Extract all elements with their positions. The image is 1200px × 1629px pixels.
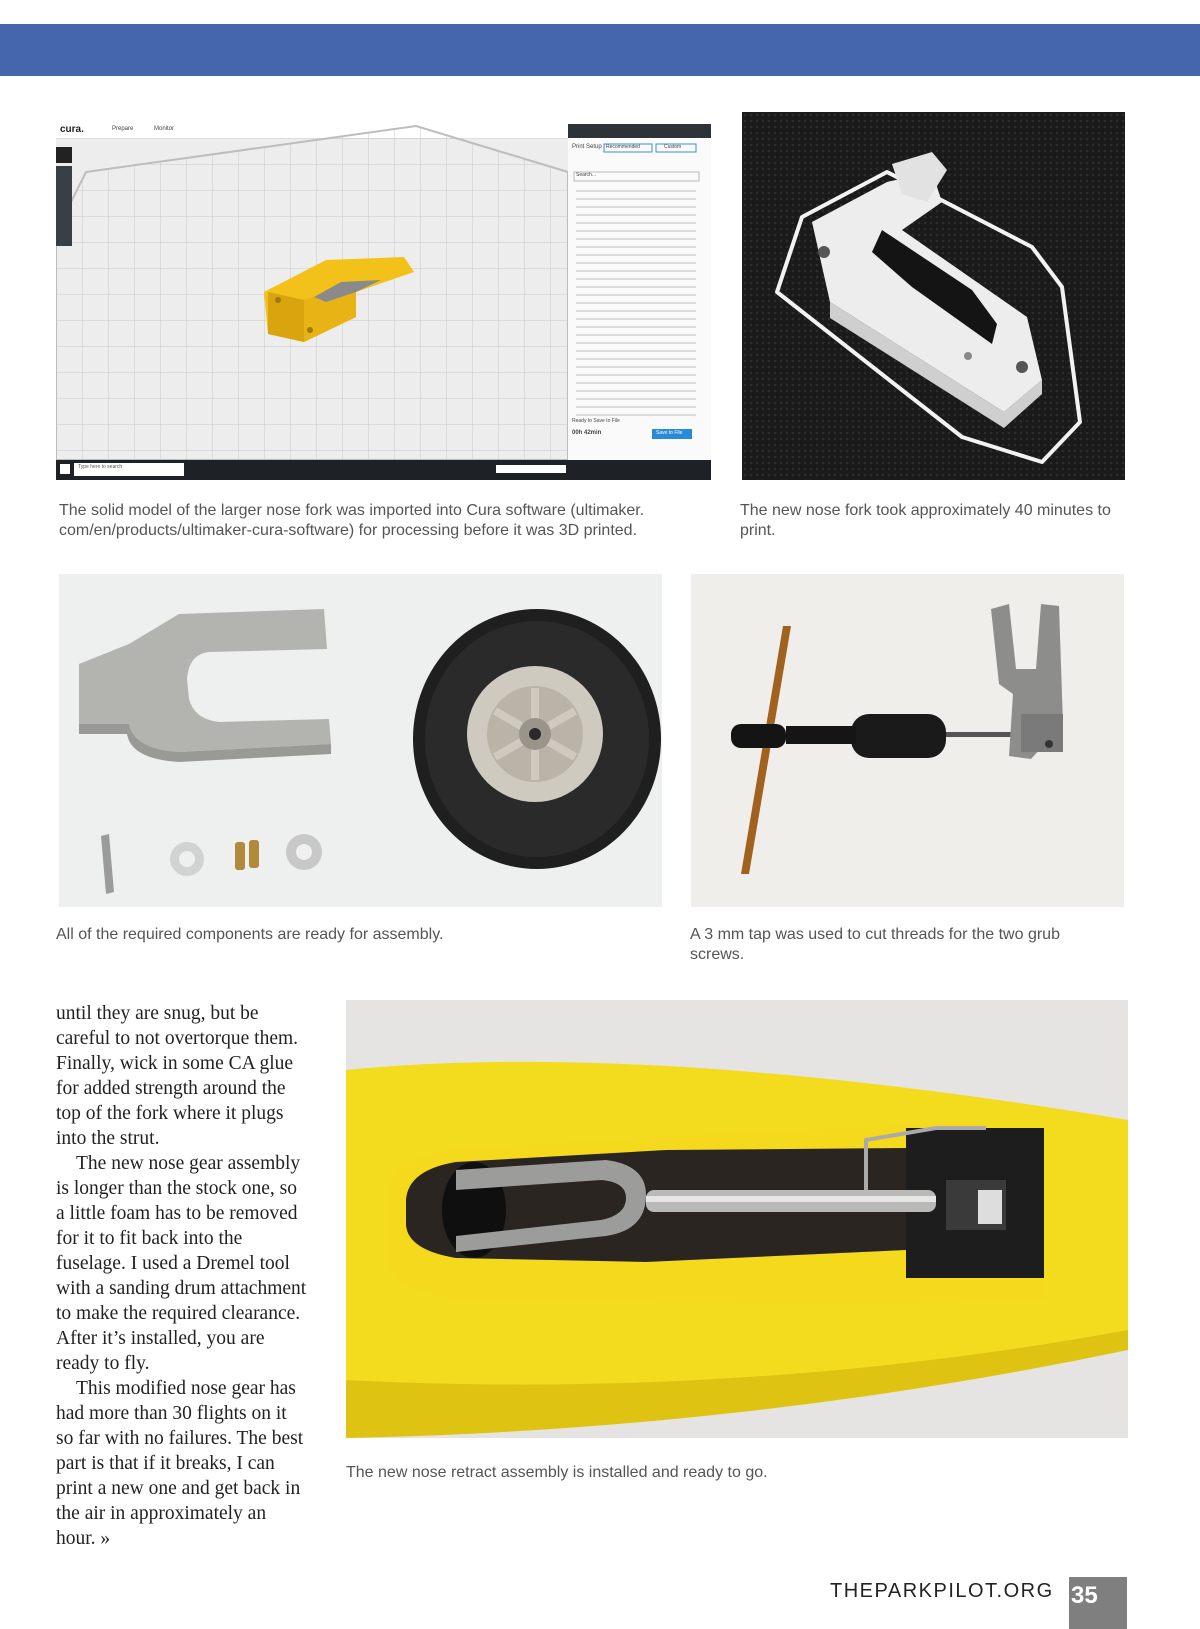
cura-caption: The solid model of the larger nose fork was imported into Cura software (ultimaker. com/en/products/ultimaker-cura-software) for processing before it was 3D printed. [59,502,645,539]
components-caption: All of the required components are ready for assembly. [56,926,444,943]
cura-screenshot-graphic [56,112,711,480]
page-number: 35 [1069,1577,1127,1629]
cura-screenshot [56,112,711,480]
print-setup-label: Print Setup [572,144,602,150]
components-photo [59,574,662,907]
windows-search[interactable]: Type here to search [78,464,123,470]
article-body [56,1001,308,1551]
tab-monitor[interactable]: Monitor [154,126,175,132]
white-fork-graphic [742,112,1125,480]
body-paragraph: This modified nose gear has had more than 30 flights on it so far with no failures. The best part is that if it breaks, I can print a new one and get back in the air in approximately an hour. » [56,1378,304,1549]
components-graphic [59,574,662,907]
body-paragraph: The new nose gear assembly is longer than the stock one, so a little foam has to be removed for it to fit back into the fuselage. I used a Dremel tool with a sanding drum attachment to make the required clearance. After it’s installed, you are ready to fly. [56,1153,307,1374]
ready-label: Ready to Save to File [572,418,620,424]
white-fork-photo [742,112,1125,480]
tap-graphic [691,574,1124,907]
site-url: THEPARKPILOT.ORG [830,1580,1054,1602]
header-band [0,24,1200,76]
print-time: 00h 42min [572,430,602,436]
body-paragraph: until they are snug, but be careful to not overtorque them. Finally, wick in some CA glue for added strength around the top of the fork where it plugs into the strut. [56,1003,299,1149]
white-fork-caption: The new nose fork took approximately 40 minutes to print. [740,502,1111,539]
retract-graphic [346,1000,1128,1438]
grey-fork [79,609,331,762]
save-to-file-button[interactable]: Save to File [656,430,683,436]
tap-caption: A 3 mm tap was used to cut threads for the two grub screws. [690,926,1060,963]
custom-tab[interactable]: Custom [664,144,682,150]
tap-photo [691,574,1124,907]
settings-search[interactable]: Search... [576,172,597,178]
tab-prepare[interactable]: Prepare [112,126,134,132]
recommended-tab[interactable]: Recommended [606,144,640,150]
retract-photo [346,1000,1128,1438]
wheel [413,609,661,869]
retract-caption: The new nose retract assembly is installed and ready to go. [346,1464,768,1481]
cura-logo: cura. [60,124,84,135]
